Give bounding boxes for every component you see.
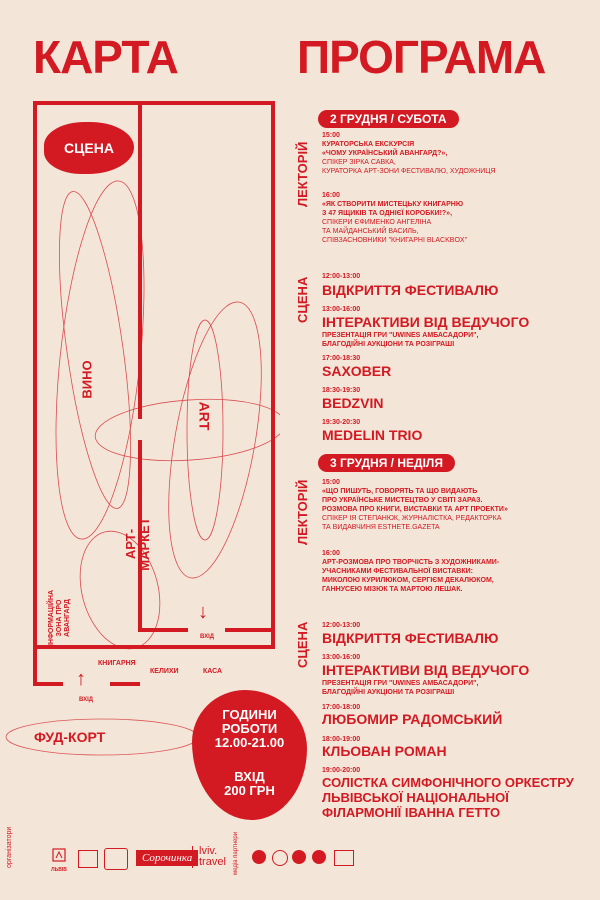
day2-stage-2-sub: ПРЕЗЕНТАЦІЯ ГРИ "UWINES АМБАСАДОРИ", БЛАГОДІЙНІ АУКЦІОНИ ТА РОЗІГРАШІ: [322, 680, 479, 696]
day1-lecture-2: 16:00 «ЯК СТВОРИТИ МИСТЕЦЬКУ КНИГАРНЮ З 47 ЯЩИКІВ ТА ОДНІЄЇ КОРОБКИ!?», СПІКЕРИ ЄФИМЕНКО АНГЕЛІНА ТА МАЙДАНСЬКИЙ ВАСИЛЬ, СПІВЗАСНОВНИКИ "КНИГАРНІ BLACKBOX": [322, 192, 468, 244]
art-zone-label: ART: [196, 401, 213, 431]
day1-date: 2 ГРУДНЯ / СУБОТА: [318, 110, 459, 128]
day2-stage-label: СЦЕНА: [295, 621, 310, 668]
partner-logo-2: [104, 848, 128, 870]
day1-stage-5: 19:30-20:30: [322, 419, 361, 426]
partner-logo-1: [78, 850, 98, 868]
day2-stage-4-title: КЛЬОВАН РОМАН: [322, 743, 447, 759]
day2-stage-1-title: ВІДКРИТТЯ ФЕСТИВАЛЮ: [322, 630, 499, 646]
day2-stage-1: 12:00-13:00: [322, 622, 361, 629]
day2-lecture-1: 15:00 «ЩО ПИШУТЬ, ГОВОРЯТЬ ТА ЩО ВИДАЮТЬ ПРО УКРАЇНСЬКЕ МИСТЕЦТВО У СВІТІ ЗАРАЗ. РОЗМОВА ПРО КНИГИ, ВИСТАВКИ ТА АРТ ПРОЕКТИ» СПІКЕР ІЯ СТЕПАНЮК, ЖУРНАЛІСТКА, РЕДАКТОРКА ТА ВИДАВЧИНЯ ESTHETE.GAZETA: [322, 479, 508, 531]
day2-stage-5-title: СОЛІСТКА СИМФОНІЧНОГО ОРКЕСТРУ ЛЬВІВСЬКОЇ НАЦІОНАЛЬНОЇ ФІЛАРМОНІЇ ІВАННА ГЕТТО: [322, 775, 574, 820]
day2-date: 3 ГРУДНЯ / НЕДІЛЯ: [318, 454, 455, 472]
organizers-label: організатори: [6, 826, 13, 868]
day1-stage-2-sub: ПРЕЗЕНТАЦІЯ ГРИ "UWINES АМБАСАДОРИ", БЛАГОДІЙНІ АУКЦІОНИ ТА РОЗІГРАШІ: [322, 332, 479, 348]
art-market-label: АРТ- МАРКЕТ: [123, 517, 152, 571]
map-title: КАРТА: [33, 31, 178, 83]
media-logo-2: [272, 850, 288, 866]
day2-stage-2-title: ІНТЕРАКТИВИ ВІД ВЕДУЧОГО: [322, 662, 530, 678]
lviv-city-logo: ЛЬВІВ: [48, 848, 70, 873]
day2-stage-3-title: ЛЮБОМИР РАДОМСЬКИЙ: [322, 711, 503, 727]
day1-stage-2-title: ІНТЕРАКТИВИ ВІД ВЕДУЧОГО: [322, 314, 530, 330]
entrance-inner-label: ВХІД: [200, 634, 215, 640]
day1-stage-4-title: BEDZVIN: [322, 395, 384, 411]
entrance-main-label: ВХІД: [79, 697, 94, 703]
day2-lecture-2: 16:00 АРТ-РОЗМОВА ПРО ТВОРЧІСТЬ З ХУДОЖНИКАМИ- УЧАСНИКАМИ ФЕСТИВАЛЬНОЇ ВИСТАВКИ: МИКОЛОЮ КУРИЛЮКОМ, СЕРГІЄМ ДЕКАЛЮКОМ, ГАННУСЕЮ МІЗЮК ТА МАРТОЮ ЛЕШАК.: [322, 550, 500, 593]
wine-zone-label: ВИНО: [79, 360, 95, 399]
bookstore-label: КНИГАРНЯ: [98, 660, 136, 667]
media-logo-3: [292, 850, 306, 864]
hours-block: ГОДИНИ РОБОТИ 12.00-21.00: [214, 707, 285, 750]
entry-price-block: ВХІД 200 ГРН: [224, 769, 275, 798]
media-logo-4: [312, 850, 326, 864]
day2-lecture-label: ЛЕКТОРІЙ: [295, 479, 310, 545]
media-logo-5: [334, 850, 354, 866]
brand-logo: Сорочинка: [136, 850, 198, 866]
day2-stage-2: 13:00-16:00: [322, 654, 361, 661]
day1-stage-2: 13:00-16:00: [322, 306, 361, 313]
day1-stage-4: 18:30-19:30: [322, 387, 361, 394]
arrow-down-icon: ↓: [198, 601, 208, 623]
media-logo-1: [252, 850, 266, 864]
day1-stage-5-title: MEDELIN TRIO: [322, 427, 423, 443]
day1-stage-1-title: ВІДКРИТТЯ ФЕСТИВАЛЮ: [322, 282, 499, 298]
glasses-label: КЕЛИХИ: [150, 668, 179, 675]
arrow-up-icon: ↑: [76, 668, 86, 690]
day1-stage-3: 17:00-18:30: [322, 355, 361, 362]
program-title: ПРОГРАМА: [297, 31, 546, 83]
day2-stage-4: 18:00-19:00: [322, 736, 361, 743]
day1-stage-label: СЦЕНА: [295, 276, 310, 323]
info-zone-label: ІНФОРМАЦІЙНА ЗОНА ПРО АВАНГАРД: [48, 589, 71, 647]
day1-lecture-1: 15:00 КУРАТОРСЬКА ЕКСКУРСІЯ «ЧОМУ УКРАЇНСЬКИЙ АВАНГАРД?», СПІКЕР ЗІРКА САВКА, КУРАТОРКА АРТ-ЗОНИ ФЕСТИВАЛЮ, ХУДОЖНИЦЯ: [322, 132, 496, 175]
scribble-decoration: [40, 150, 280, 670]
day1-stage-1: 12:00-13:00: [322, 273, 361, 280]
day1-stage-3-title: SAXOBER: [322, 363, 392, 379]
stage-label: СЦЕНА: [64, 140, 114, 156]
day2-stage-5: 19:00-20:00: [322, 767, 361, 774]
day2-stage-3: 17:00-18:00: [322, 704, 361, 711]
lviv-travel-logo: lviv. travel: [192, 846, 226, 868]
media-partners-label: медіа партнери: [233, 831, 239, 875]
day1-lecture-label: ЛЕКТОРІЙ: [295, 141, 310, 207]
cashier-label: КАСА: [203, 668, 223, 675]
food-court-label: ФУД-КОРТ: [34, 729, 106, 745]
